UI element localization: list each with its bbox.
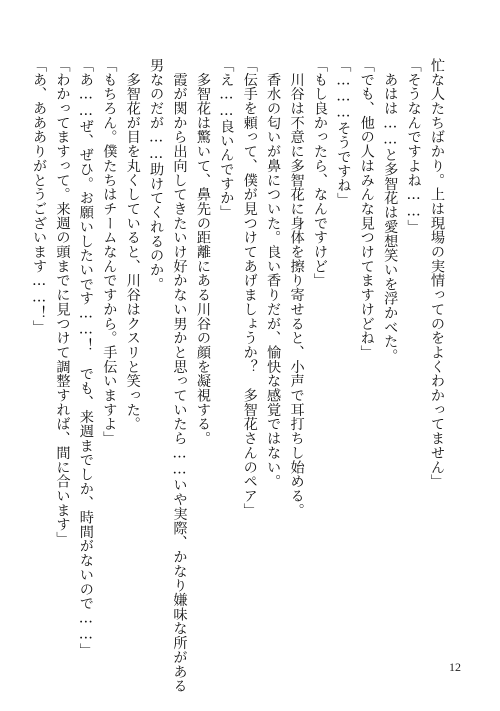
text-line: 男なのだが……助けてくれるのか。 <box>148 58 165 292</box>
text-line: 「そうなんですよね……」 <box>405 58 422 234</box>
text-line: 「もちろん。僕たちはチームなんですから。手伝いますよ」 <box>101 58 118 446</box>
text-line: 香水の匂いが鼻についた。良い香りだが、愉快な感覚ではない。 <box>265 58 282 489</box>
text-line: 「伝手を頼って、僕が見つけてあげましょうか？ 多智花さんのペア」 <box>241 58 258 518</box>
page-number: 12 <box>449 660 461 674</box>
vertical-text-block <box>27 58 448 693</box>
text-line: 「あ、ああありがとうございます……！」 <box>31 58 48 335</box>
text-line: 多智花が目を丸くしていると、川谷はクスリと笑った。 <box>124 58 141 432</box>
text-line: 「………そうですね」 <box>335 58 352 207</box>
text-line: 「わかってますって。来週の頭までに見つけて調整すれば、間に合います」 <box>54 58 71 546</box>
text-line: 多智花は驚いて、鼻先の距離にある川谷の顔を凝視する。 <box>194 58 211 446</box>
text-line: あはは……と多智花は愛想笑いを浮かべた。 <box>382 58 399 363</box>
text-line: 「あ……ぜ、ぜひ。お願いしたいです……！ でも、来週までしか、時間がないので……」 <box>77 58 94 658</box>
text-line: 「え……良いんですか」 <box>218 58 235 220</box>
text-line: 川谷は不意に多智花に身体を擦り寄せると、小声で耳打ちし始める。 <box>288 58 305 518</box>
text-line: 「でも、他の人はみんな見つけてますけどね」 <box>358 58 375 360</box>
text-line: 霞が関から出向してきたいけ好かない男かと思っていたら……いや実際、かなり嫌味な所がある <box>171 58 188 693</box>
text-line: 「もし良かったら、なんですけど」 <box>311 58 328 288</box>
text-line: 忙な人たちばかり。上は現場の実情ってのをよくわかってません」 <box>429 58 445 489</box>
